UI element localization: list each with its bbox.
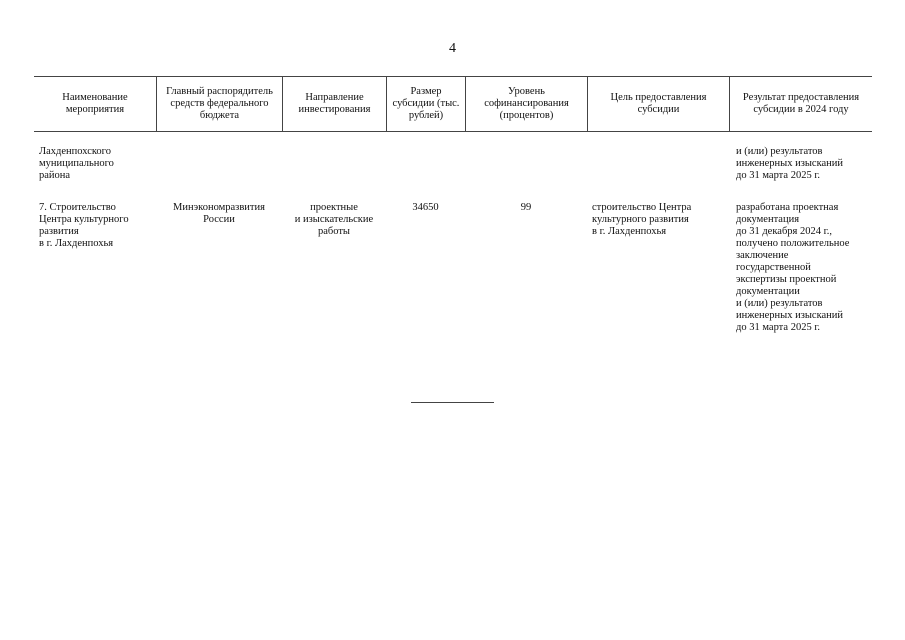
header-cell-result: Результат предоставления субсидии в 2024 году xyxy=(729,77,872,131)
header-cell-name: Наименование мероприятия xyxy=(62,92,128,115)
row-result: и (или) результатов инженерных изысканий до 31 марта 2025 г. xyxy=(736,146,844,181)
end-separator-line xyxy=(411,402,494,403)
subsidy-table xyxy=(34,76,872,333)
row-manager: Минэкономразвития России xyxy=(173,202,265,225)
header-cell-manager: Главный распорядитель средств федерального бюджета xyxy=(156,77,282,131)
header-cell-cofinancing: Уровень софинансирования (процентов) xyxy=(465,77,587,131)
header-cell-direction: Направление инвестирования xyxy=(282,77,386,131)
row-purpose: строительство Центра культурного развития в г. Лахденпохья xyxy=(592,202,692,237)
table-header xyxy=(34,76,872,132)
row-direction: проектные и изыскательские работы xyxy=(294,202,374,237)
row-name: Лахденпохского муниципального района xyxy=(39,146,114,181)
page-number: 4 xyxy=(449,41,456,56)
header-cell-purpose: Цель предоставления субсидии xyxy=(587,77,729,131)
row-result: разработана проектная документация до 31 декабря 2024 г., получено положительное заключение государственной экспертизы проектной документации и (или) результатов инженерных изысканий до 31 марта 2025 г. xyxy=(736,202,850,333)
row-name: 7. Строительство Центра культурного развития в г. Лахденпохья xyxy=(39,202,129,249)
row-amount: 34650 xyxy=(412,202,439,213)
row-cofinancing: 99 xyxy=(520,202,532,213)
header-cell-amount: Размер субсидии (тыс. рублей) xyxy=(386,77,465,131)
